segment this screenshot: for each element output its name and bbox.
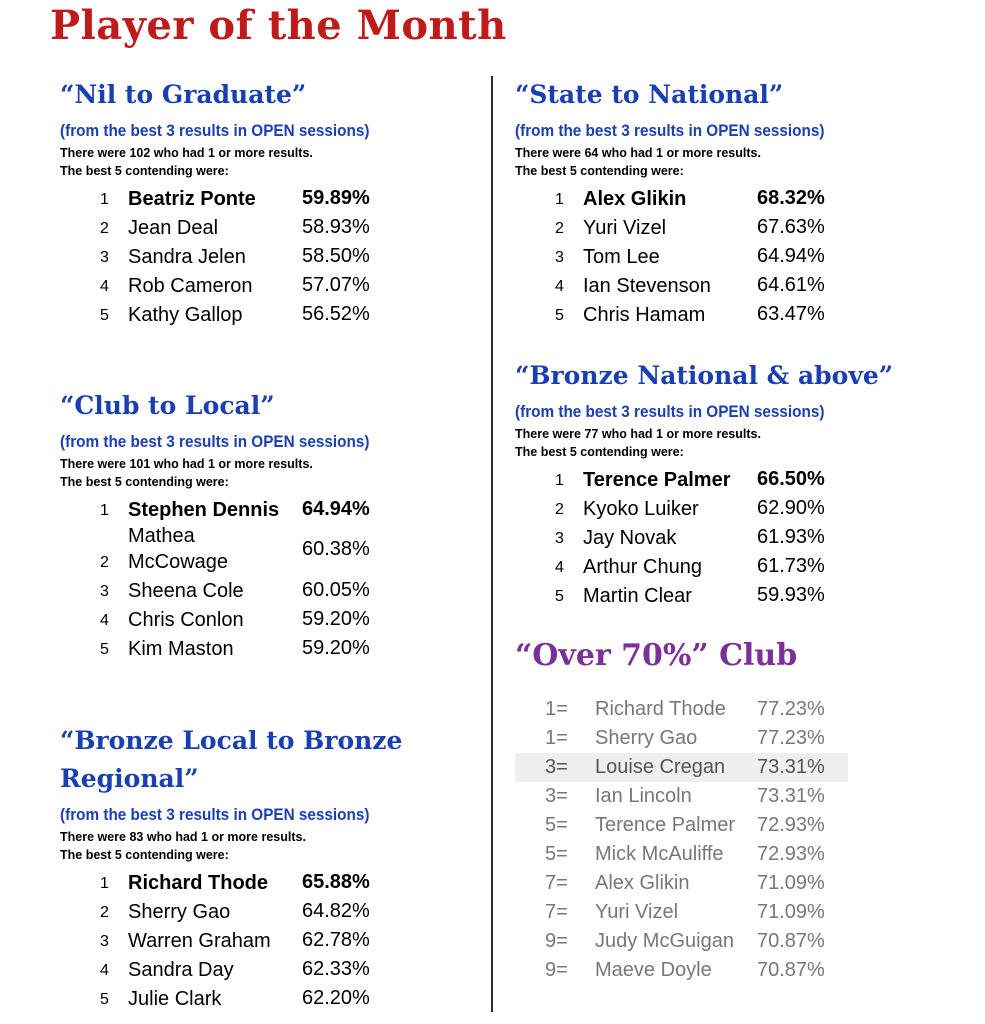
over-70-percentage: 73.31% xyxy=(757,785,825,807)
over-70-percentage: 77.23% xyxy=(757,698,825,720)
player-percentage: 63.47% xyxy=(757,302,825,325)
section-subtitle: (from the best 3 results in OPEN sessions) xyxy=(515,402,825,421)
rank-row xyxy=(515,493,965,522)
rank-row xyxy=(60,867,480,896)
rank-row xyxy=(515,212,935,241)
rank-row xyxy=(515,580,965,609)
over-70-player-name: Louise Cregan xyxy=(595,756,726,778)
player-name: Chris Conlon xyxy=(128,609,244,631)
player-percentage: 61.73% xyxy=(757,554,825,577)
rank-row xyxy=(60,270,480,299)
over-70-position: 9= xyxy=(545,959,568,981)
over-70-position: 3= xyxy=(545,785,568,807)
over-70-player-name: Mick McAuliffe xyxy=(595,843,724,865)
column-divider xyxy=(491,76,493,1012)
player-percentage: 64.94% xyxy=(302,497,370,520)
rank-row xyxy=(515,270,935,299)
best-note: The best 5 contending were: xyxy=(60,848,229,862)
rank-number: 3 xyxy=(100,583,109,600)
over-70-row xyxy=(515,869,955,898)
rank-row xyxy=(60,494,480,523)
rank-list xyxy=(60,183,480,328)
over-70-player-name: Yuri Vizel xyxy=(595,901,679,923)
count-note: There were 101 who had 1 or more results. xyxy=(60,457,313,471)
section-bronze-national-and-above xyxy=(515,357,965,609)
rank-row xyxy=(60,183,480,212)
player-name: Richard Thode xyxy=(128,872,269,894)
section-title: “Club to Local” xyxy=(60,391,275,420)
player-name: Kyoko Luiker xyxy=(583,498,699,520)
rank-row xyxy=(60,633,480,662)
over-70-position: 7= xyxy=(545,901,568,923)
rank-number: 4 xyxy=(100,278,109,295)
player-percentage: 58.93% xyxy=(302,215,370,238)
player-percentage: 62.78% xyxy=(302,928,370,951)
rank-number: 3 xyxy=(100,933,109,950)
player-percentage: 64.61% xyxy=(757,273,825,296)
section-state-to-national xyxy=(515,76,935,328)
section-subtitle: (from the best 3 results in OPEN sessions) xyxy=(60,805,370,824)
rank-number: 2 xyxy=(555,220,564,237)
rank-list xyxy=(60,867,480,1012)
rank-list xyxy=(515,183,935,328)
player-name: Tom Lee xyxy=(583,246,660,268)
section-subtitle: (from the best 3 results in OPEN sessions) xyxy=(515,121,825,140)
rank-list xyxy=(515,464,965,609)
rank-number: 5 xyxy=(555,307,564,324)
player-name: Alex Glikin xyxy=(583,188,687,210)
player-percentage: 62.33% xyxy=(302,957,370,980)
player-percentage: 60.38% xyxy=(302,538,370,560)
over-70-row xyxy=(515,927,955,956)
over-70-percentage: 72.93% xyxy=(757,814,825,836)
over-70-player-name: Terence Palmer xyxy=(595,814,736,836)
over-70-position: 9= xyxy=(545,930,568,952)
count-note: There were 77 who had 1 or more results. xyxy=(515,427,761,441)
player-percentage: 59.20% xyxy=(302,636,370,659)
over-70-row xyxy=(515,811,955,840)
over-70-percentage: 71.09% xyxy=(757,901,825,923)
rank-row xyxy=(60,954,480,983)
over-70-player-name: Maeve Doyle xyxy=(595,959,712,981)
over-70-player-name: Sherry Gao xyxy=(595,727,698,749)
player-percentage: 56.52% xyxy=(302,302,370,325)
player-name: Sherry Gao xyxy=(128,901,231,923)
player-name: Julie Clark xyxy=(128,988,222,1010)
player-name: Kathy Gallop xyxy=(128,304,243,326)
over-70-row-highlighted xyxy=(515,753,848,782)
over-70-row xyxy=(515,695,955,724)
over-70-title: “Over 70%” Club xyxy=(515,638,798,673)
rank-row xyxy=(515,241,935,270)
player-name: Arthur Chung xyxy=(583,556,702,578)
rank-number: 4 xyxy=(100,962,109,979)
best-note: The best 5 contending were: xyxy=(60,475,229,489)
over-70-position: 3= xyxy=(545,756,568,778)
over-70-position: 5= xyxy=(545,843,568,865)
player-percentage: 64.82% xyxy=(302,899,370,922)
rank-row xyxy=(515,464,965,493)
rank-number: 2 xyxy=(100,554,109,571)
rank-number: 4 xyxy=(555,559,564,576)
rank-row xyxy=(60,925,480,954)
section-subtitle: (from the best 3 results in OPEN sessions) xyxy=(60,432,370,451)
player-name: Jay Novak xyxy=(583,527,677,549)
player-name: Chris Hamam xyxy=(583,304,706,326)
best-note: The best 5 contending were: xyxy=(515,445,684,459)
rank-row xyxy=(60,575,480,604)
player-percentage: 62.90% xyxy=(757,496,825,519)
count-note: There were 64 who had 1 or more results. xyxy=(515,146,761,160)
rank-list xyxy=(60,494,480,662)
over-70-row xyxy=(515,782,955,811)
player-percentage: 65.88% xyxy=(302,870,370,893)
rank-row xyxy=(60,896,480,925)
over-70-player-name: Judy McGuigan xyxy=(595,930,734,952)
player-name: Rob Cameron xyxy=(128,275,253,297)
rank-row xyxy=(60,523,480,575)
rank-row xyxy=(60,983,480,1012)
rank-row xyxy=(60,604,480,633)
over-70-row xyxy=(515,956,955,985)
section-title: “Nil to Graduate” xyxy=(60,80,307,109)
rank-number: 1 xyxy=(100,502,109,519)
over-70-percentage: 77.23% xyxy=(757,727,825,749)
rank-row xyxy=(60,241,480,270)
player-name: Warren Graham xyxy=(128,930,271,952)
rank-row xyxy=(515,551,965,580)
over-70-position: 1= xyxy=(545,698,568,720)
section-title: “Bronze Local to Bronze Regional” xyxy=(60,726,403,793)
rank-number: 2 xyxy=(100,220,109,237)
player-name: Beatriz Ponte xyxy=(128,188,256,210)
player-percentage: 58.50% xyxy=(302,244,370,267)
over-70-row xyxy=(515,840,955,869)
over-70-player-name: Alex Glikin xyxy=(595,872,690,894)
rank-row xyxy=(60,212,480,241)
player-name: Jean Deal xyxy=(128,217,219,239)
section-title: “State to National” xyxy=(515,80,784,109)
best-note: The best 5 contending were: xyxy=(60,164,229,178)
player-name: Terence Palmer xyxy=(583,469,731,491)
best-note: The best 5 contending were: xyxy=(515,164,684,178)
rank-number: 5 xyxy=(555,588,564,605)
player-percentage: 61.93% xyxy=(757,525,825,548)
rank-number: 3 xyxy=(555,249,564,266)
rank-number: 5 xyxy=(100,307,109,324)
rank-number: 2 xyxy=(555,501,564,518)
over-70-row xyxy=(515,724,955,753)
rank-number: 3 xyxy=(100,249,109,266)
over-70-position: 5= xyxy=(545,814,568,836)
rank-number: 1 xyxy=(100,875,109,892)
section-title: “Bronze National & above” xyxy=(515,361,894,390)
player-percentage: 59.20% xyxy=(302,607,370,630)
over-70-percentage: 73.31% xyxy=(757,756,825,778)
player-percentage: 68.32% xyxy=(757,186,825,209)
player-name: Ian Stevenson xyxy=(583,275,711,297)
player-percentage: 57.07% xyxy=(302,273,370,296)
over-70-percentage: 70.87% xyxy=(757,959,825,981)
rank-row xyxy=(60,299,480,328)
section-nil-to-graduate xyxy=(60,76,480,328)
rank-number: 4 xyxy=(555,278,564,295)
over-70-percentage: 72.93% xyxy=(757,843,825,865)
rank-row xyxy=(515,522,965,551)
section-club-to-local xyxy=(60,387,480,662)
player-name: Stephen Dennis xyxy=(128,499,280,521)
rank-number: 5 xyxy=(100,991,109,1008)
section-over-70-club xyxy=(515,638,955,985)
over-70-player-name: Ian Lincoln xyxy=(595,785,692,807)
rank-number: 1 xyxy=(100,191,109,208)
over-70-percentage: 71.09% xyxy=(757,872,825,894)
player-percentage: 60.05% xyxy=(302,578,370,601)
section-subtitle: (from the best 3 results in OPEN sessions) xyxy=(60,121,370,140)
rank-number: 1 xyxy=(555,472,564,489)
count-note: There were 83 who had 1 or more results. xyxy=(60,830,306,844)
section-bronze-local-to-bronze-regional xyxy=(60,722,480,1012)
rank-number: 3 xyxy=(555,530,564,547)
rank-number: 4 xyxy=(100,612,109,629)
player-name: Martin Clear xyxy=(583,585,692,607)
player-name: Sandra Jelen xyxy=(128,246,246,268)
player-name: Sheena Cole xyxy=(128,580,244,602)
player-name: Mathea McCowage xyxy=(128,525,229,573)
count-note: There were 102 who had 1 or more results. xyxy=(60,146,313,160)
page-title: Player of the Month xyxy=(50,2,507,49)
over-70-position: 1= xyxy=(545,727,568,749)
rank-row xyxy=(515,299,935,328)
player-percentage: 59.89% xyxy=(302,186,370,209)
player-name: Sandra Day xyxy=(128,959,234,981)
rank-number: 5 xyxy=(100,641,109,658)
rank-number: 1 xyxy=(555,191,564,208)
player-name: Kim Maston xyxy=(128,638,234,660)
player-name: Yuri Vizel xyxy=(583,217,667,239)
player-percentage: 67.63% xyxy=(757,215,825,238)
over-70-position: 7= xyxy=(545,872,568,894)
over-70-percentage: 70.87% xyxy=(757,930,825,952)
player-percentage: 66.50% xyxy=(757,467,825,490)
rank-row xyxy=(515,183,935,212)
player-percentage: 62.20% xyxy=(302,986,370,1009)
over-70-list xyxy=(515,695,955,985)
player-percentage: 64.94% xyxy=(757,244,825,267)
rank-number: 2 xyxy=(100,904,109,921)
player-percentage: 59.93% xyxy=(757,583,825,606)
over-70-row xyxy=(515,898,955,927)
over-70-player-name: Richard Thode xyxy=(595,698,726,720)
